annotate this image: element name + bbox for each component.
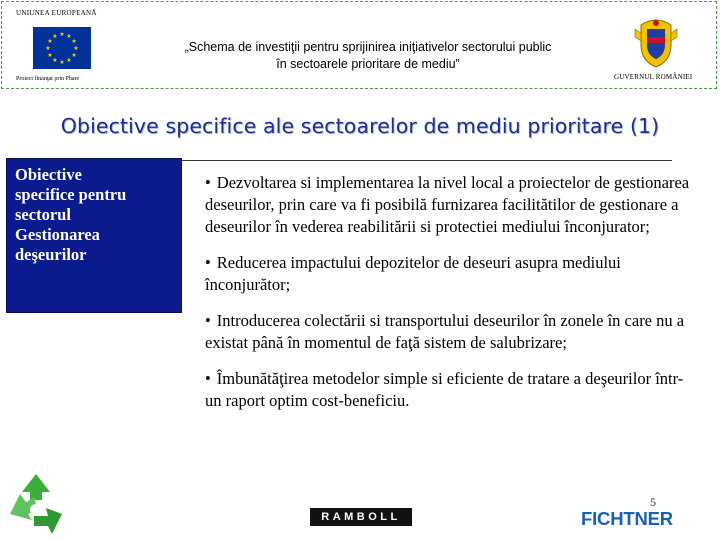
sidebar-line: specifice pentru xyxy=(15,185,127,204)
sidebar-box xyxy=(6,158,182,313)
eu-star-icon: ★ xyxy=(52,33,58,40)
eu-star-icon: ★ xyxy=(71,39,77,45)
bullet-item xyxy=(205,368,695,412)
eu-star-icon: ★ xyxy=(66,58,72,65)
eu-star-icon: ★ xyxy=(59,32,65,38)
bullet-text: Reducerea impactului depozitelor de deseuri asupra mediului înconjurător; xyxy=(205,253,621,294)
sidebar-line: deşeurilor xyxy=(15,245,87,264)
page-number: 5 xyxy=(650,495,656,509)
fichtner-logo: FICHTNER xyxy=(581,508,673,529)
bullet-text: Introducerea colectării si transportului deseurilor în zonele în care nu a existat până în momentul de faţă sistem de salubrizare; xyxy=(205,311,685,352)
bullet-dot-icon: • xyxy=(205,369,211,388)
bullet-dot-icon: • xyxy=(205,311,211,330)
eu-star-icon: ★ xyxy=(59,60,65,66)
eu-flag-icon xyxy=(33,27,91,69)
eu-star-icon: ★ xyxy=(73,46,79,52)
ramboll-logo: RAMBOLL xyxy=(310,508,412,526)
recycle-icon xyxy=(2,470,70,538)
sidebar-line: Obiective xyxy=(15,165,82,184)
romania-coat-of-arms-icon xyxy=(633,15,679,69)
eu-star-icon: ★ xyxy=(47,53,53,59)
bullet-item xyxy=(205,252,695,296)
bullet-text: Îmbunătăţirea metodelor simple si eficiente de tratare a deşeurilor într-un raport optim cost-beneficiu. xyxy=(205,369,684,410)
scheme-title xyxy=(130,39,606,73)
eu-label: UNIUNEA EUROPEANĂ xyxy=(16,9,97,17)
scheme-title-line-1: „Schema de investiţii pentru sprijinirea iniţiativelor sectorului public xyxy=(184,40,552,54)
bullet-dot-icon: • xyxy=(205,173,211,192)
scheme-title-line-2: în sectoarele prioritare de mediu” xyxy=(276,57,460,71)
eu-star-icon: ★ xyxy=(52,58,58,65)
divider xyxy=(180,160,672,161)
eu-star-icon: ★ xyxy=(45,46,51,52)
bullet-list xyxy=(205,172,695,426)
bullet-dot-icon: • xyxy=(205,253,211,272)
gov-label: GUVERNUL ROMÂNIEI xyxy=(614,73,693,81)
eu-star-icon: ★ xyxy=(47,39,53,45)
eu-star-icon: ★ xyxy=(66,33,72,40)
slide-header xyxy=(0,0,720,108)
eu-sub-label: Proiect finanţat prin Phare xyxy=(16,76,80,82)
bullet-item xyxy=(205,310,695,354)
bullet-text: Dezvoltarea si implementarea la nivel local a proiectelor de gestionarea deseurilor, prin care va fi posibilă furnizarea facilitătilor de gestionare a deseurilor în vederea reabilitării si protectiei mediului înconjurator; xyxy=(205,173,690,236)
eu-star-icon: ★ xyxy=(71,53,77,59)
sidebar-line: sectorul xyxy=(15,205,71,224)
sidebar-line: Gestionarea xyxy=(15,225,100,244)
bullet-item xyxy=(205,172,695,238)
slide-title: Obiective specifice ale sectoarelor de mediu prioritare (1) xyxy=(60,114,660,138)
